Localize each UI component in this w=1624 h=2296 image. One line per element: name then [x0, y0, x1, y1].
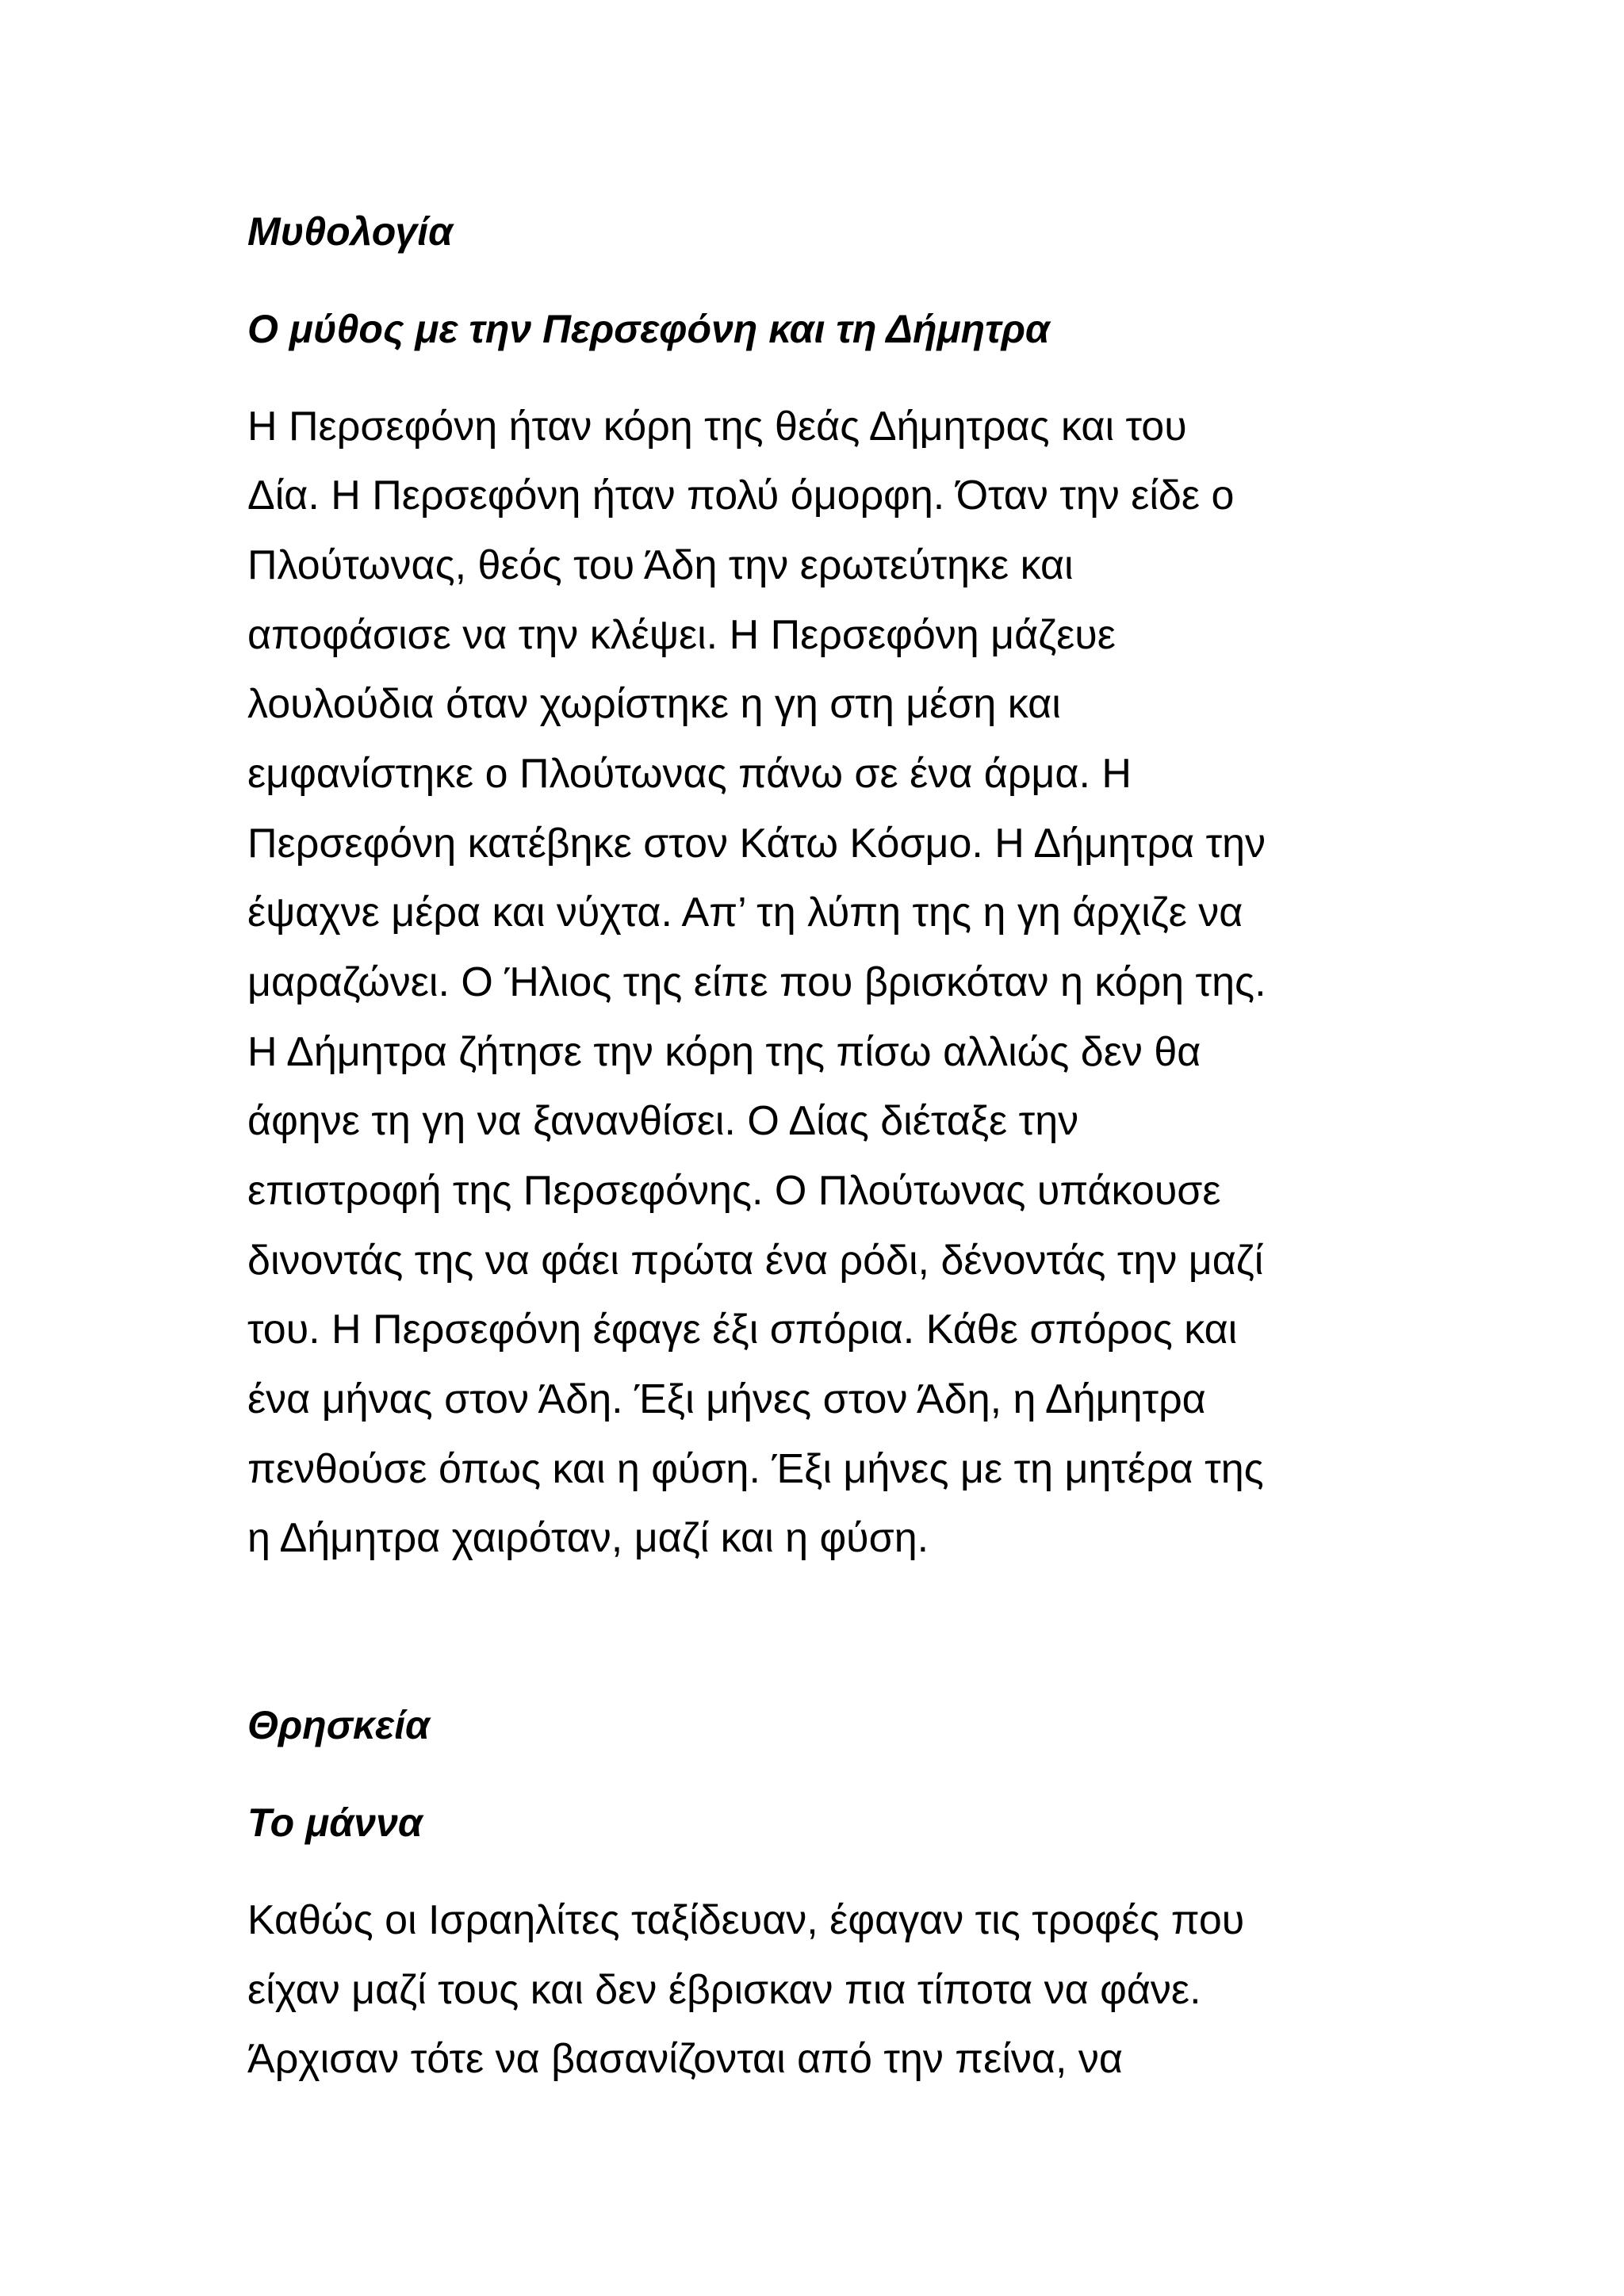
section-title: Το μάννα: [247, 1800, 423, 1845]
paragraph-line: Άρχισαν τότε να βασανίζονται από την πείνα, να: [247, 2036, 1123, 2082]
paragraph-line: επιστροφή της Περσεφόνης. Ο Πλούτωνας υπάκουσε: [247, 1168, 1221, 1214]
paragraph-line: Καθώς οι Ισραηλίτες ταξίδευαν, έφαγαν τις τροφές που: [247, 1897, 1245, 1943]
paragraph-line: μαραζώνει. Ο Ήλιος της είπε που βρισκόταν η κόρη της.: [247, 959, 1266, 1005]
paragraph-line: δινοντάς της να φάει πρώτα ένα ρόδι, δένοντάς την μαζί: [247, 1238, 1264, 1284]
paragraph-line: έψαχνε μέρα και νύχτα. Απ’ τη λύπη της η γη άρχιζε να: [247, 890, 1243, 936]
paragraph-line: πενθούσε όπως και η φύση. Έξι μήνες με τη μητέρα της: [247, 1446, 1264, 1492]
paragraph-line: άφηνε τη γη να ξανανθίσει. Ο Δίας διέταξε την: [247, 1098, 1079, 1144]
paragraph-line: αποφάσισε να την κλέψει. Η Περσεφόνη μάζευε: [247, 612, 1116, 658]
paragraph-line: Δία. Η Περσεφόνη ήταν πολύ όμορφη. Όταν την είδε ο: [247, 473, 1235, 519]
paragraph-line: εμφανίστηκε ο Πλούτωνας πάνω σε ένα άρμα. Η: [247, 751, 1132, 797]
section-category-heading: Θρησκεία: [247, 1703, 431, 1747]
paragraph-line: η Δήμητρα χαιρόταν, μαζί και η φύση.: [247, 1515, 929, 1561]
paragraph-line: Περσεφόνη κατέβηκε στον Κάτω Κόσμο. Η Δήμητρα την: [247, 821, 1266, 867]
paragraph-line: του. Η Περσεφόνη έφαγε έξι σπόρια. Κάθε σπόρος και: [247, 1307, 1238, 1353]
paragraph-line: Πλούτωνας, θεός του Άδη την ερωτεύτηκε και: [247, 542, 1074, 588]
paragraph-line: ένα μήνας στον Άδη. Έξι μήνες στον Άδη, η Δήμητρα: [247, 1376, 1206, 1422]
section-title: Ο μύθος με την Περσεφόνη και τη Δήμητρα: [247, 307, 1050, 351]
paragraph-line: Η Περσεφόνη ήταν κόρη της θεάς Δήμητρας και του: [247, 404, 1187, 450]
paragraph-line: λουλούδια όταν χωρίστηκε η γη στη μέση και: [247, 681, 1061, 727]
paragraph-line: είχαν μαζί τους και δεν έβρισκαν πια τίποτα να φάνε.: [247, 1967, 1201, 2013]
paragraph-line: Η Δήμητρα ζήτησε την κόρη της πίσω αλλιώς δεν θα: [247, 1029, 1201, 1075]
section-category-heading: Μυθολογία: [247, 209, 454, 254]
